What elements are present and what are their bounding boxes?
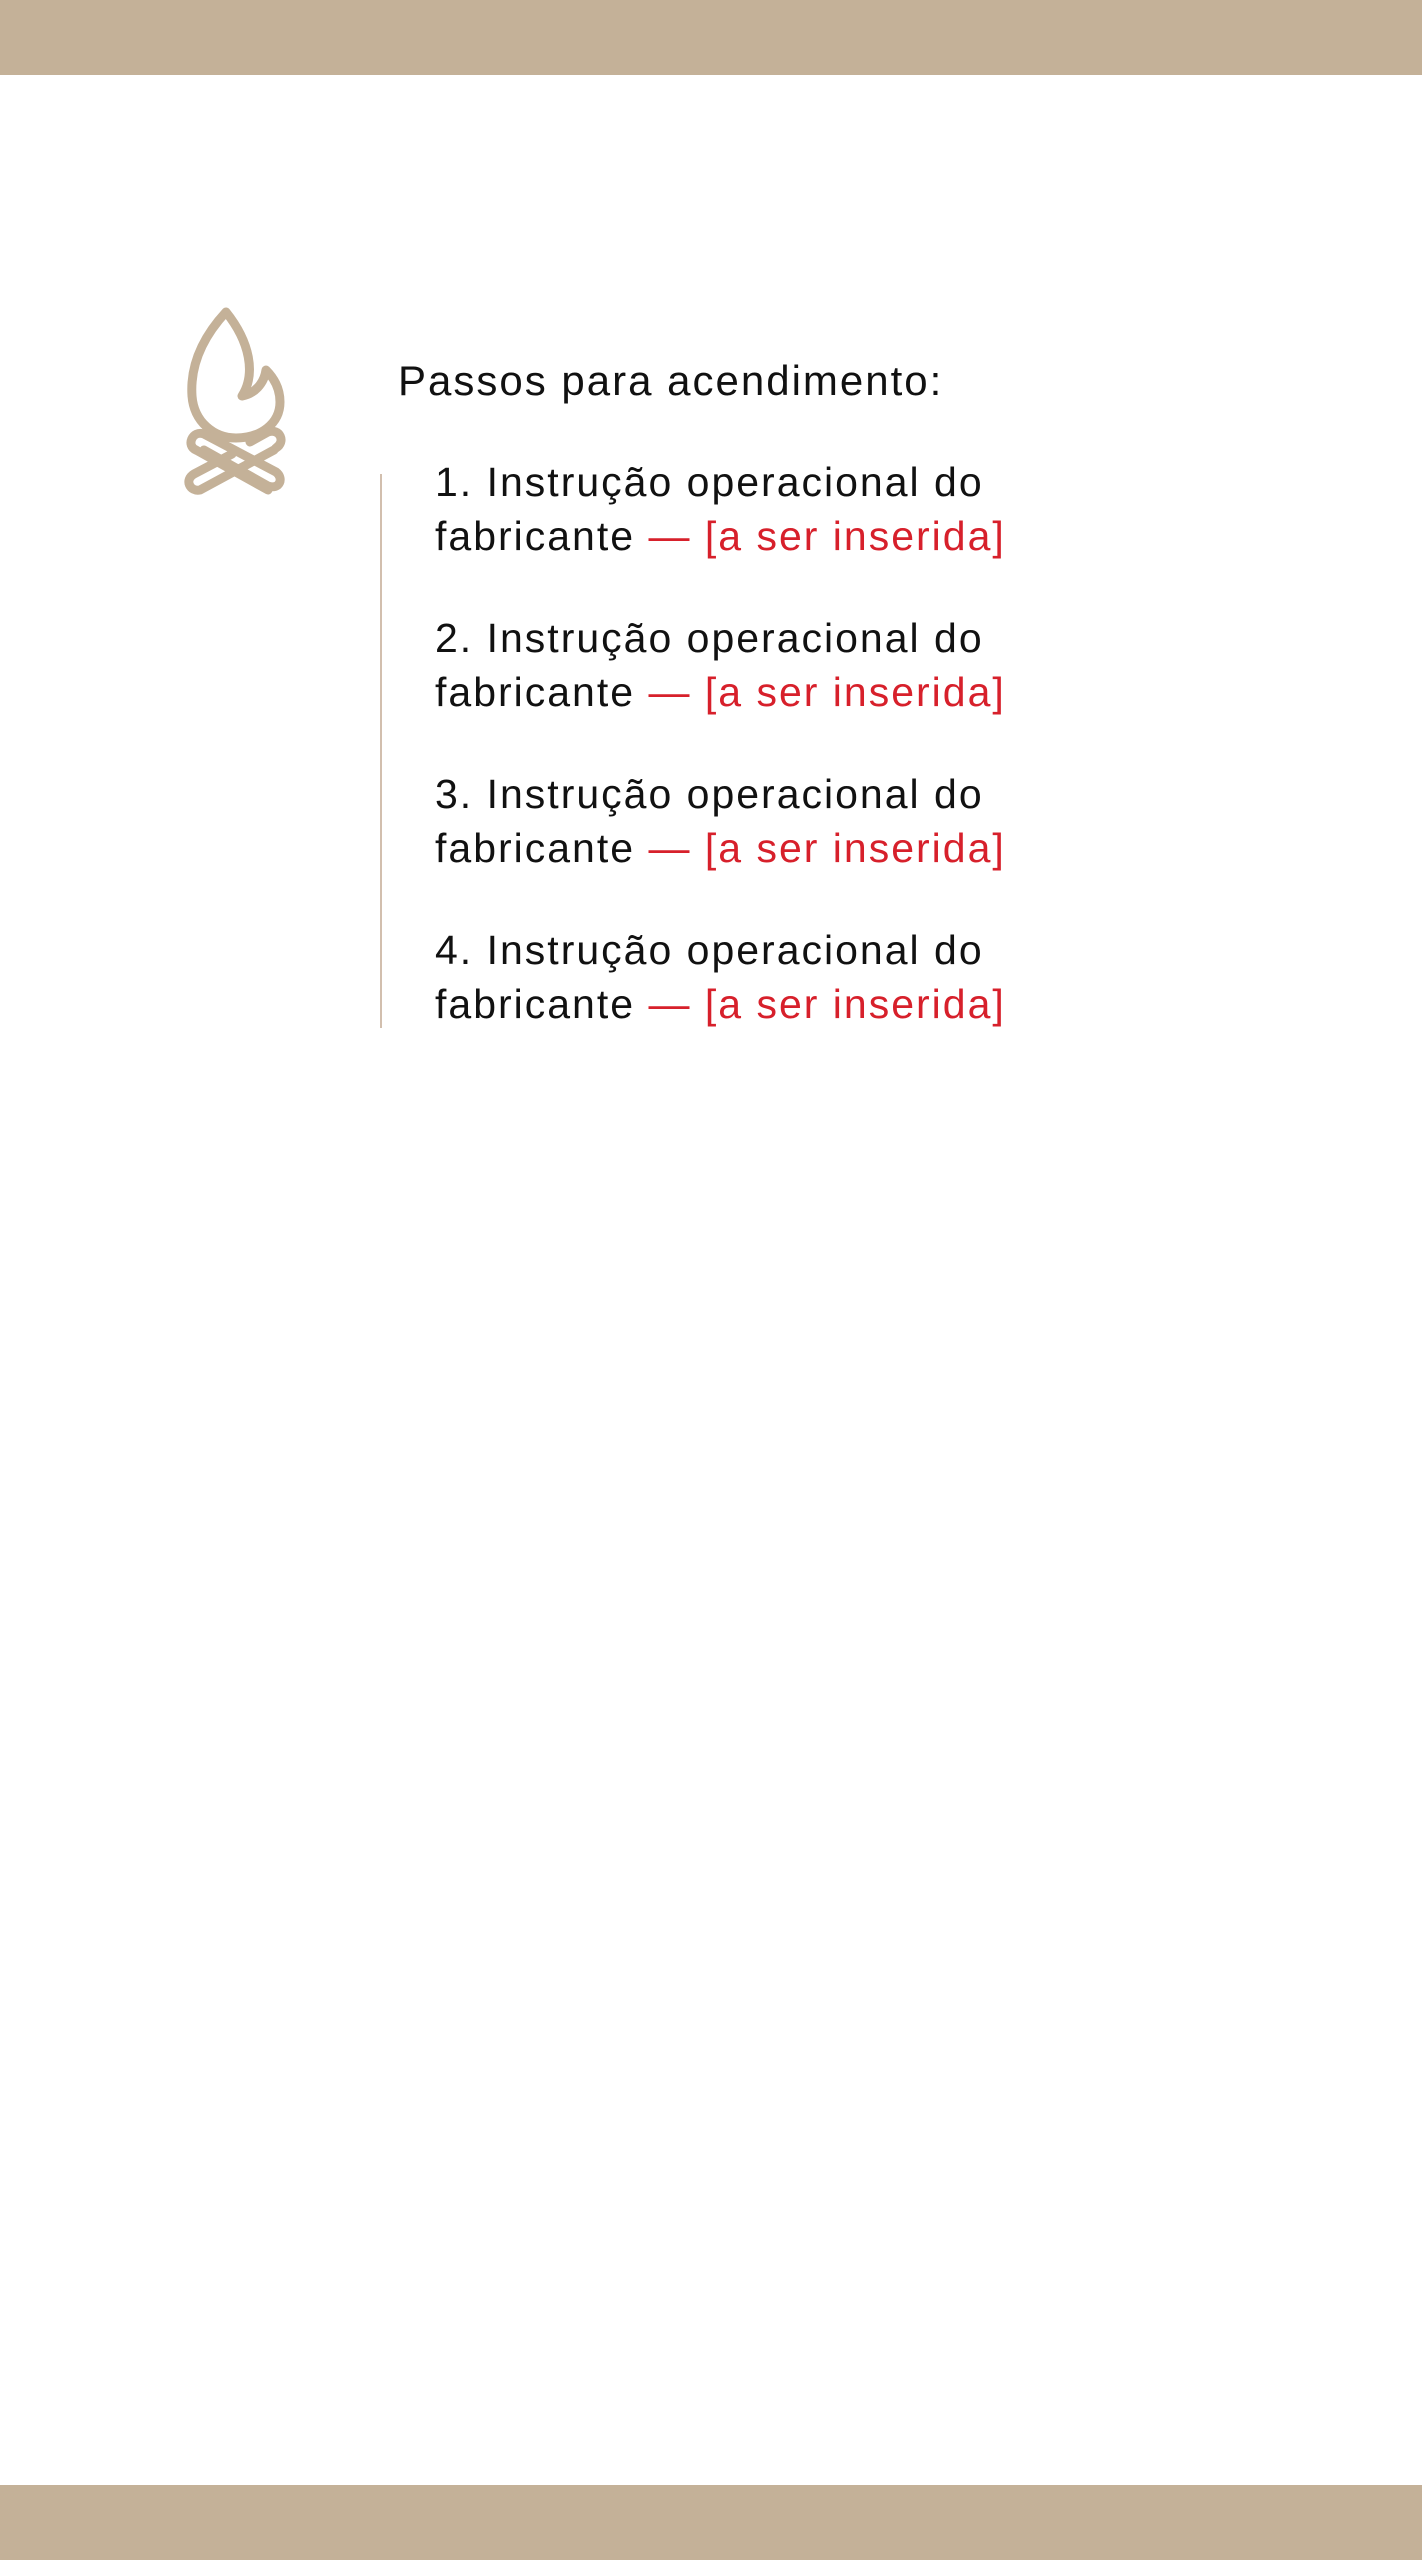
step-text-continued: fabricante	[435, 981, 636, 1027]
bottom-band	[0, 2485, 1422, 2560]
steps-list	[435, 455, 1006, 1031]
step-line-1	[435, 923, 1006, 977]
step-text: Instrução operacional do	[486, 459, 984, 505]
step-text: Instrução operacional do	[486, 927, 984, 973]
placeholder-note: — [a ser inserida]	[648, 825, 1006, 871]
top-band	[0, 0, 1422, 75]
step-number: 1.	[435, 459, 474, 505]
step-line-2	[435, 665, 1006, 719]
step-line-1	[435, 767, 1006, 821]
placeholder-note: — [a ser inserida]	[648, 669, 1006, 715]
step-line-2	[435, 977, 1006, 1031]
list-item	[435, 923, 1006, 1031]
step-text-continued: fabricante	[435, 513, 636, 559]
step-line-2	[435, 821, 1006, 875]
list-item	[435, 455, 1006, 563]
step-line-1	[435, 455, 1006, 509]
step-line-2	[435, 509, 1006, 563]
step-number: 2.	[435, 615, 474, 661]
campfire-icon	[180, 304, 292, 496]
list-item	[435, 611, 1006, 719]
step-text-continued: fabricante	[435, 825, 636, 871]
step-line-1	[435, 611, 1006, 665]
page-title: Passos para acendimento:	[398, 357, 944, 404]
step-text-continued: fabricante	[435, 669, 636, 715]
placeholder-note: — [a ser inserida]	[648, 513, 1006, 559]
step-number: 4.	[435, 927, 474, 973]
placeholder-note: — [a ser inserida]	[648, 981, 1006, 1027]
list-item	[435, 767, 1006, 875]
steps-divider	[380, 474, 382, 1028]
step-number: 3.	[435, 771, 474, 817]
step-text: Instrução operacional do	[486, 771, 984, 817]
step-text: Instrução operacional do	[486, 615, 984, 661]
